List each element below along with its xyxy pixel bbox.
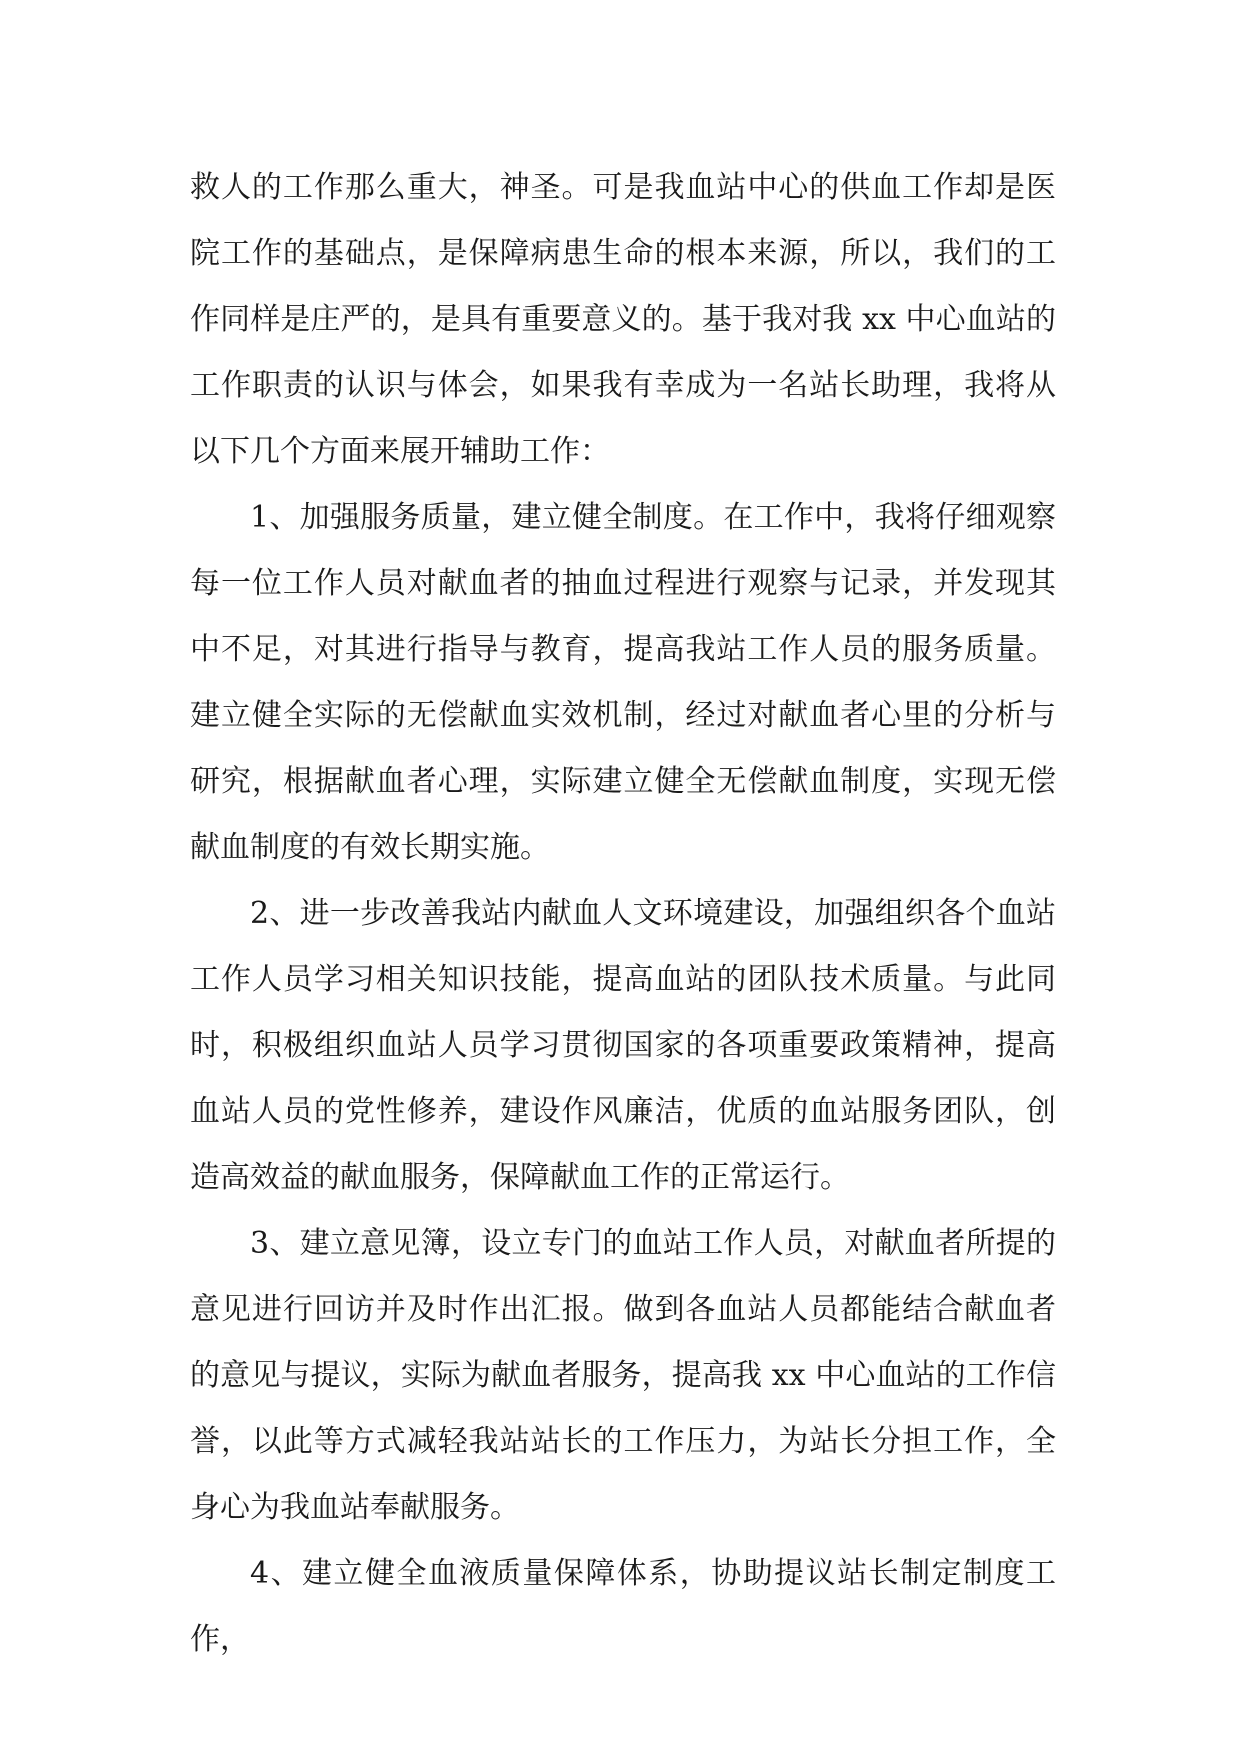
paragraph-item-1: 1、加强服务质量，建立健全制度。在工作中，我将仔细观察每一位工作人员对献血者的抽血过程进行观察与记录，并发现其中不足，对其进行指导与教育，提高我站工作人员的服务质量。建立健全实际的无偿献血实效机制，经过对献血者心里的分析与研究，根据献血者心理，实际建立健全无偿献血制度，实现无偿献血制度的有效长期实施。	[190, 500, 1056, 865]
paragraph-intro-continued: 救人的工作那么重大，神圣。可是我血站中心的供血工作却是医院工作的基础点，是保障病患生命的根本来源，所以，我们的工作同样是庄严的，是具有重要意义的。基于我对我 xx 中心血站的工作职责的认识与体会，如果我有幸成为一名站长助理，我将从以下几个方面来展开辅助工作：	[190, 170, 1056, 469]
paragraph-item-3: 3、建立意见簿，设立专门的血站工作人员，对献血者所提的意见进行回访并及时作出汇报。做到各血站人员都能结合献血者的意见与提议，实际为献血者服务，提高我 xx 中心血站的工作信誉，以此等方式减轻我站站长的工作压力，为站长分担工作，全身心为我血站奉献服务。	[190, 1226, 1056, 1525]
document-body	[190, 155, 1056, 1673]
paragraph-item-2: 2、进一步改善我站内献血人文环境建设，加强组织各个血站工作人员学习相关知识技能，提高血站的团队技术质量。与此同时，积极组织血站人员学习贯彻国家的各项重要政策精神，提高血站人员的党性修养，建设作风廉洁，优质的血站服务团队，创造高效益的献血服务，保障献血工作的正常运行。	[190, 896, 1056, 1195]
paragraph-item-4: 4、建立健全血液质量保障体系，协助提议站长制定制度工作，	[190, 1556, 1056, 1657]
